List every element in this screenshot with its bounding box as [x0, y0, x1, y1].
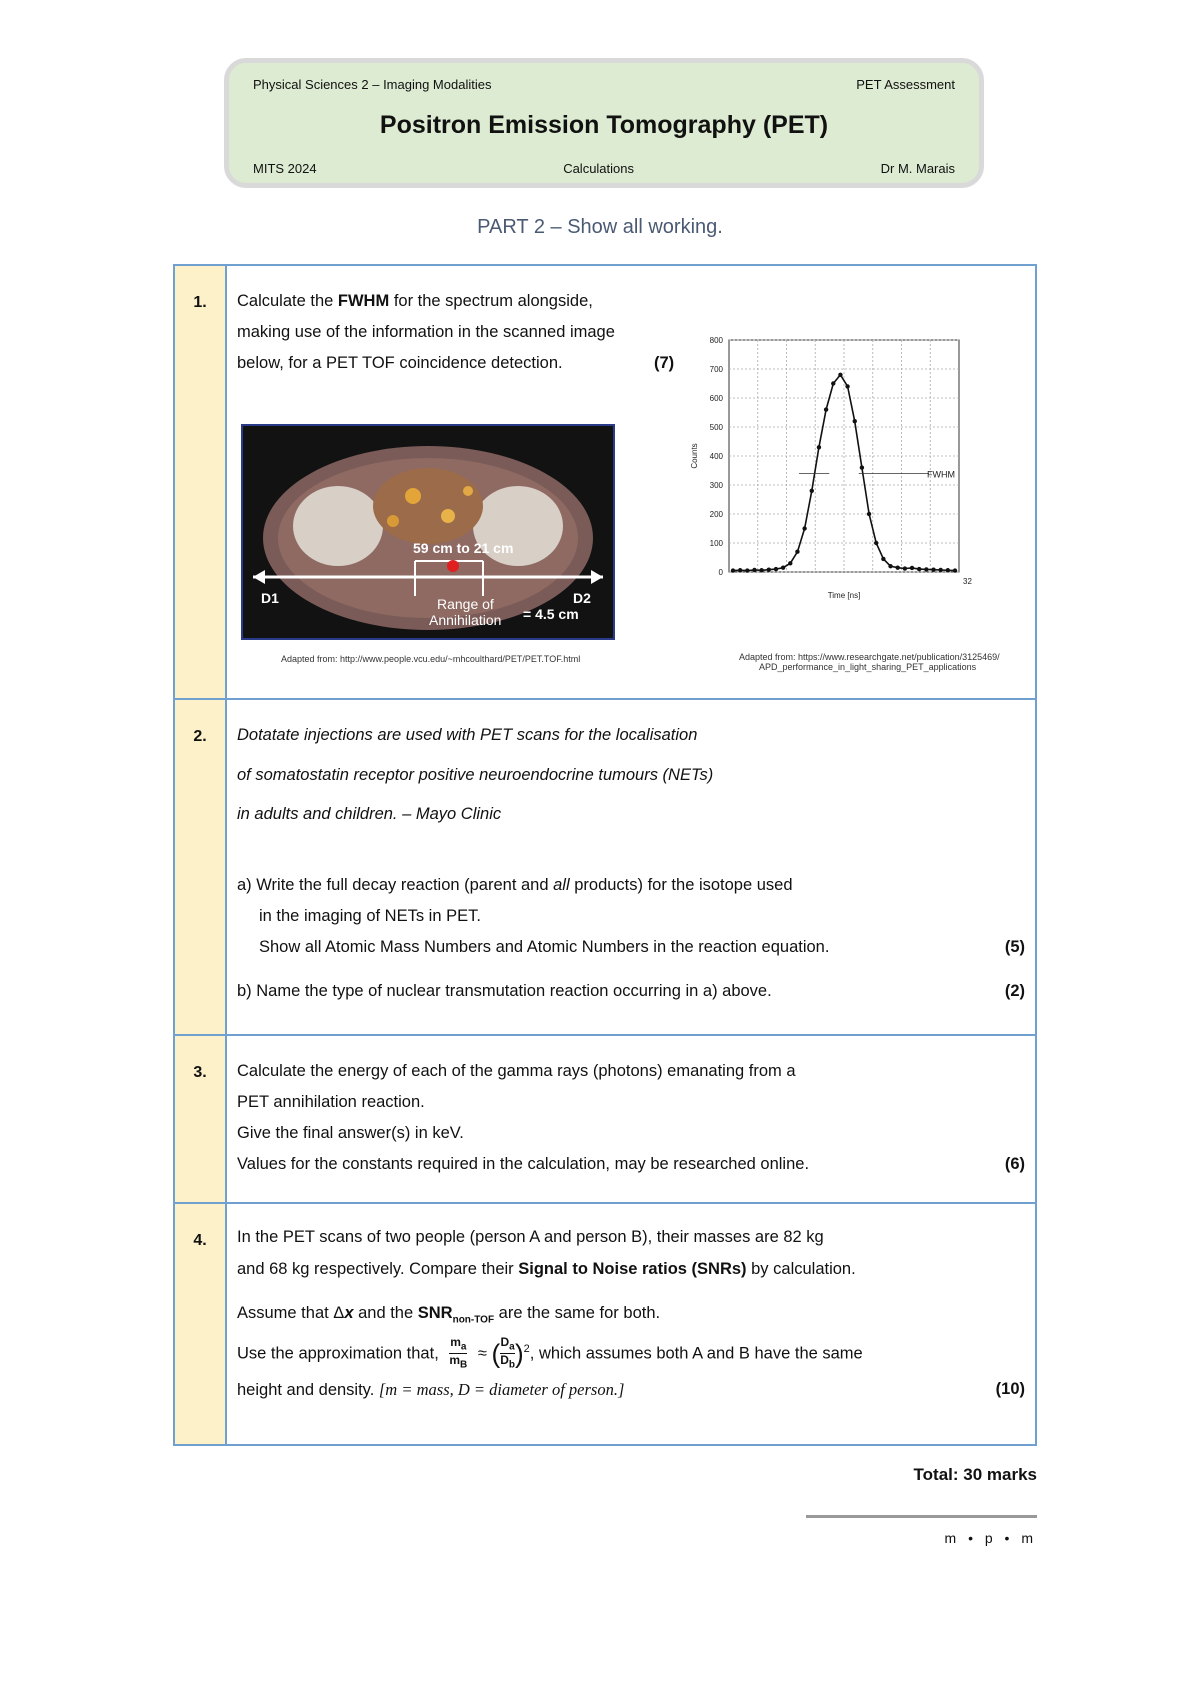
left-ilium: [293, 486, 383, 566]
text: and 68 kg respectively. Compare their: [237, 1260, 519, 1278]
q2-quote-2: of somatostatin receptor positive neuroendocrine tumours (NETs): [237, 766, 714, 784]
data-point: [767, 567, 771, 571]
section-label: Calculations: [563, 161, 635, 176]
range-of-text: Range of: [437, 596, 494, 612]
text: by calculation.: [746, 1260, 856, 1278]
q3-line-4: Values for the constants required in the calculation, may be researched online.: [237, 1155, 810, 1173]
text: , which assumes both A and B have the same: [529, 1344, 863, 1363]
definition-note: [m = mass, D = diameter of person.]: [378, 1380, 625, 1399]
text: height and density.: [237, 1381, 375, 1399]
data-point: [917, 567, 921, 571]
q1-line-2: making use of the information in the scanned image: [237, 323, 615, 341]
detector-d1: D1: [261, 590, 279, 606]
numerator-sub: a: [509, 1341, 515, 1353]
year-label: MITS 2024: [253, 161, 317, 176]
ct-credit: Adapted from: http://www.people.vcu.edu/~mhcoulthard/PET/PET.TOF.html: [281, 654, 581, 664]
data-point: [896, 565, 900, 569]
ct-scan-image: [241, 424, 615, 640]
data-point: [845, 384, 849, 388]
data-point: [745, 568, 749, 572]
delta-x-symbol: x: [344, 1304, 354, 1322]
y-tick-label: 500: [709, 423, 723, 432]
header-banner: [224, 58, 984, 188]
x-tick-label: 32: [963, 577, 972, 586]
data-point: [938, 568, 942, 572]
text: for the spectrum alongside,: [389, 292, 593, 310]
data-point: [903, 566, 907, 570]
y-tick-label: 700: [709, 365, 723, 374]
data-point: [838, 373, 842, 377]
question-row-1: [175, 266, 1035, 700]
data-point: [795, 550, 799, 554]
approx-symbol: ≈: [477, 1344, 487, 1363]
data-point: [824, 407, 828, 411]
chart-credit-1: Adapted from: https://www.researchgate.net/publication/3125469/: [739, 652, 1000, 662]
q2-a-marks: (5): [1004, 938, 1025, 956]
uptake-spot: [405, 488, 421, 504]
ct-range-label: 59 cm to 21 cm: [413, 540, 514, 556]
y-tick-label: 200: [709, 510, 723, 519]
data-point: [910, 566, 914, 570]
author-label: Dr M. Marais: [880, 161, 955, 176]
detector-d2: D2: [573, 590, 591, 606]
q4-line-4: Use the approximation that, $\frac{m_a}{m_B}$ ≈ ( $\frac{D_a}{D_b}$ )$^2$, which assumes both A and B have the same: [237, 1335, 863, 1371]
data-point: [802, 526, 806, 530]
text: Calculate the: [237, 292, 338, 310]
course-name: Physical Sciences 2 – Imaging Modalities: [253, 77, 492, 92]
question-body: [227, 700, 1035, 1034]
part-heading: PART 2 – Show all working.: [477, 216, 723, 238]
data-point: [867, 512, 871, 516]
q2-a-line-3: Show all Atomic Mass Numbers and Atomic Numbers in the reaction equation.: [259, 938, 830, 956]
q4-line-2: [237, 1260, 856, 1279]
annihilation-text: Annihilation: [429, 612, 502, 628]
document-title: Positron Emission Tomography (PET): [379, 111, 829, 139]
question-body: [227, 1204, 1035, 1444]
footer-initials: m • p • m: [944, 1530, 1037, 1546]
denominator: D: [500, 1353, 509, 1368]
data-point: [774, 567, 778, 571]
text: Use the approximation that,: [237, 1344, 439, 1363]
counts-chart: [687, 334, 977, 619]
data-point: [738, 568, 742, 572]
data-point: [810, 489, 814, 493]
data-point: [853, 419, 857, 423]
numerator-sub: a: [460, 1341, 467, 1353]
text: are the same for both.: [494, 1304, 661, 1322]
q2-quote-1: Dotatate injections are used with PET scans for the localisation: [237, 726, 698, 744]
bowel-region: [373, 468, 483, 544]
header-top-row: [253, 77, 955, 92]
data-point: [888, 564, 892, 568]
footer-rule: [806, 1515, 1037, 1518]
uptake-spot: [441, 509, 455, 523]
q3-line-3: Give the final answer(s) in keV.: [237, 1124, 464, 1142]
arrow-left: [253, 570, 265, 584]
questions-table: [173, 264, 1037, 1446]
y-tick-label: 0: [718, 568, 723, 577]
q1-marks: (7): [654, 354, 675, 372]
numerator: D: [500, 1335, 510, 1349]
data-point: [781, 565, 785, 569]
q1-line-3: below, for a PET TOF coincidence detection.: [237, 354, 563, 372]
question-number: 3.: [175, 1036, 227, 1202]
data-point: [831, 381, 835, 385]
q2-b-line: b) Name the type of nuclear transmutation reaction occurring in a) above.: [237, 982, 772, 1000]
diameter-ratio: [500, 1336, 515, 1372]
y-tick-label: 600: [709, 394, 723, 403]
question-body: [227, 1036, 1035, 1202]
data-point: [731, 568, 735, 572]
uptake-spot: [387, 515, 399, 527]
q4-line-5: [237, 1380, 624, 1400]
y-tick-label: 800: [709, 336, 723, 345]
q3-line-2: PET annihilation reaction.: [237, 1093, 425, 1111]
y-tick-label: 300: [709, 481, 723, 490]
question-row-4: [175, 1204, 1035, 1444]
y-axis-label: Counts: [690, 443, 699, 469]
total-marks: Total: 30 marks: [913, 1465, 1037, 1484]
fwhm-term: FWHM: [337, 292, 390, 310]
question-body: [227, 266, 1035, 698]
arrow-right: [591, 570, 603, 584]
denominator-sub: b: [508, 1359, 515, 1371]
q3-marks: (6): [1004, 1155, 1025, 1173]
q2-a-line-1: [237, 876, 793, 895]
snr-term: Signal to Noise ratios (SNRs): [518, 1260, 747, 1278]
data-point: [953, 568, 957, 572]
q3-line-1: Calculate the energy of each of the gamma rays (photons) emanating from a: [237, 1062, 796, 1080]
emphasis: all: [553, 876, 570, 894]
data-point: [788, 561, 792, 565]
denominator: m: [449, 1353, 461, 1368]
chart-credit-2: APD_performance_in_light_sharing_PET_applications: [759, 662, 977, 672]
numerator: m: [450, 1335, 461, 1349]
range-width: = 4.5 cm: [523, 606, 579, 622]
data-point: [817, 445, 821, 449]
q2-a-line-2: in the imaging of NETs in PET.: [259, 907, 481, 925]
text: Assume that Δ: [237, 1304, 345, 1322]
data-point: [881, 557, 885, 561]
mass-ratio: [449, 1336, 467, 1372]
uptake-spot: [463, 486, 473, 496]
q2-b-marks: (2): [1004, 982, 1025, 1000]
header-bottom-row: [253, 161, 955, 176]
data-point: [924, 567, 928, 571]
y-tick-label: 100: [709, 539, 723, 548]
data-point: [860, 465, 864, 469]
data-point: [759, 568, 763, 572]
assessment-name: PET Assessment: [856, 77, 955, 92]
snr-symbol: SNR: [417, 1304, 453, 1322]
question-number: 2.: [175, 700, 227, 1034]
q2-quote-3: in adults and children. – Mayo Clinic: [237, 805, 502, 823]
exponent: 2: [523, 1342, 530, 1355]
data-point: [946, 568, 950, 572]
snr-subscript: non-TOF: [452, 1314, 495, 1326]
text: and the: [353, 1304, 418, 1322]
text: a) Write the full decay reaction (parent and: [237, 876, 554, 894]
question-number: 1.: [175, 266, 227, 698]
q1-line-1: [237, 292, 593, 311]
text: products) for the isotope used: [569, 876, 793, 894]
q4-line-1: In the PET scans of two people (person A and person B), their masses are 82 kg: [237, 1228, 824, 1246]
data-point: [931, 567, 935, 571]
data-point: [874, 541, 878, 545]
y-tick-label: 400: [709, 452, 723, 461]
question-number: 4.: [175, 1204, 227, 1444]
fwhm-annotation: FWHM: [927, 469, 955, 480]
x-axis-label: Time [ns]: [827, 591, 861, 600]
denominator-sub: B: [460, 1359, 468, 1371]
data-point: [752, 568, 756, 572]
q4-line-3: [237, 1304, 660, 1325]
question-row-2: [175, 700, 1035, 1036]
q4-marks: (10): [995, 1380, 1025, 1398]
question-row-3: [175, 1036, 1035, 1204]
annihilation-point: [447, 560, 459, 572]
